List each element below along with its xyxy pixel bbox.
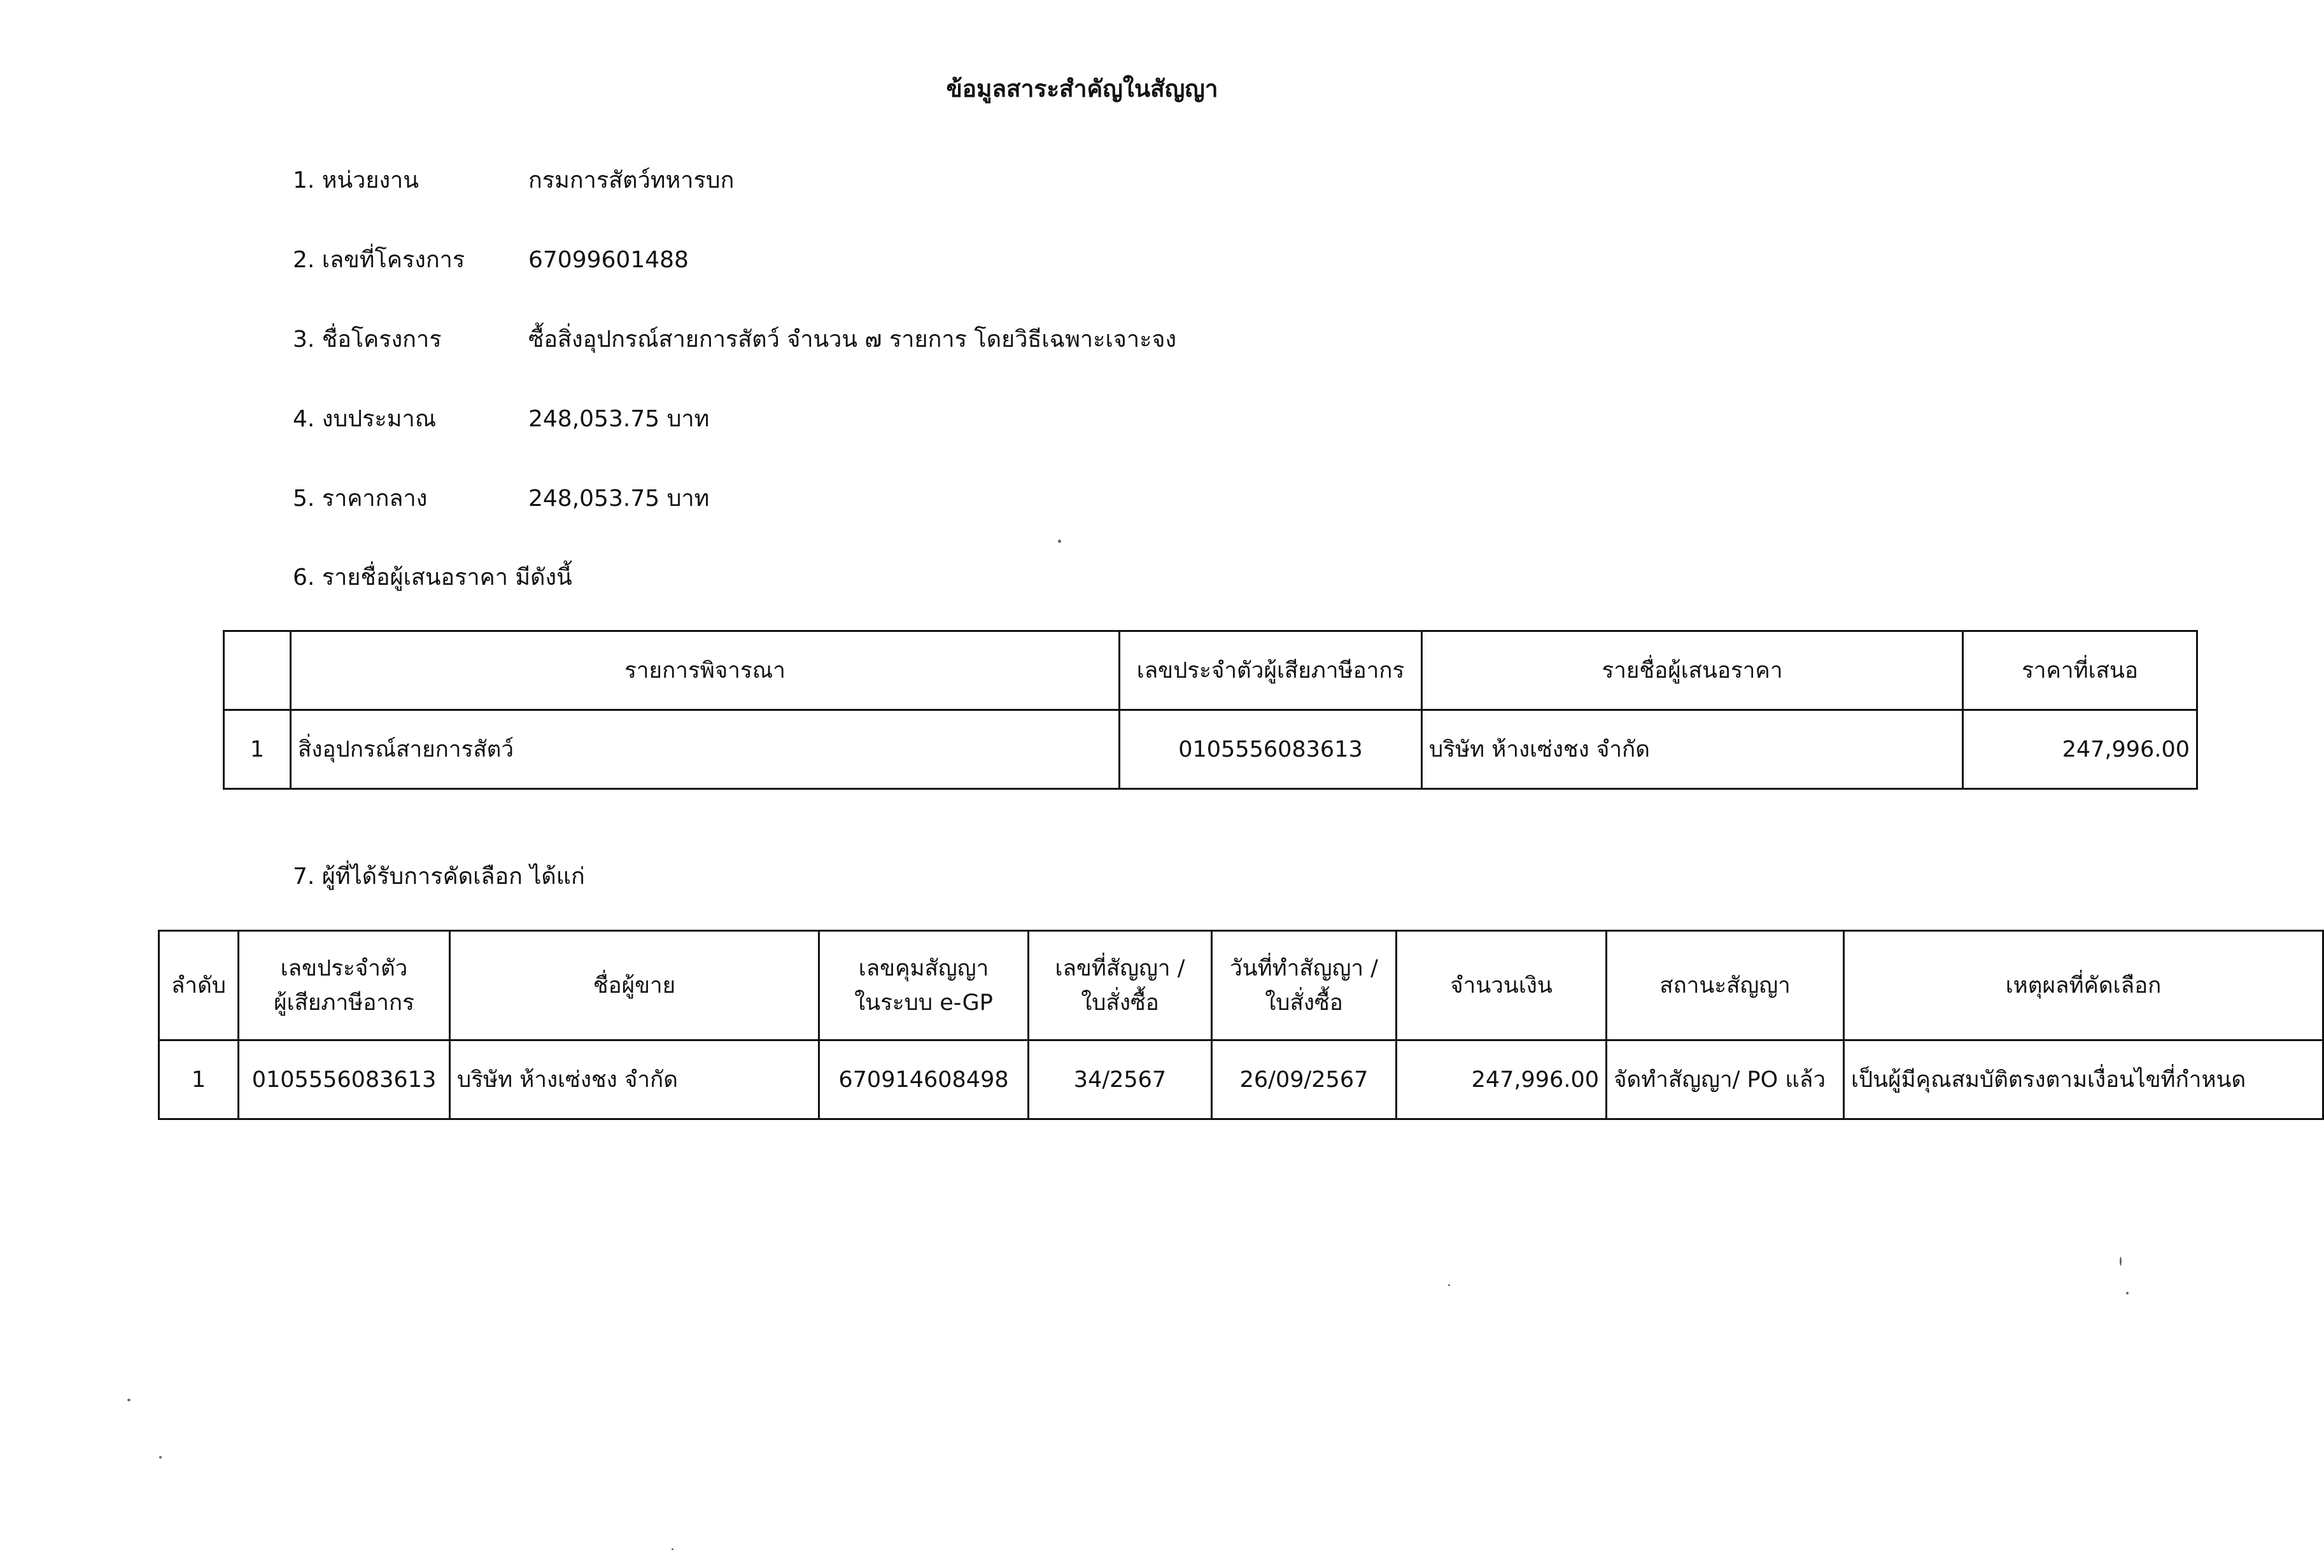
field-median-price-value: 248,053.75 บาท bbox=[528, 486, 710, 512]
scan-speck bbox=[2120, 1257, 2122, 1266]
winners-header-seller: ชื่อผู้ขาย bbox=[450, 931, 819, 1040]
bidder-price: 247,996.00 bbox=[1963, 710, 2197, 789]
winners-header-tax-id-line2: ผู้เสียภาษีอากร bbox=[274, 990, 414, 1016]
table-row bbox=[224, 710, 2197, 789]
field-agency-value: กรมการสัตว์ทหารบก bbox=[528, 167, 735, 193]
field-project-name-value: ซื้อสิ่งอุปกรณ์สายการสัตว์ จำนวน ๗ รายการ โดยวิธีเฉพาะเจาะจง bbox=[528, 326, 1177, 353]
field-project-no-value: 67099601488 bbox=[528, 247, 689, 273]
winner-contract-no: 34/2567 bbox=[1029, 1040, 1212, 1119]
bidder-no: 1 bbox=[224, 710, 291, 789]
winner-tax-id: 0105556083613 bbox=[239, 1040, 450, 1119]
winners-header-contract-ctrl-line1: เลขคุมสัญญา bbox=[858, 955, 989, 981]
winners-header-contract-no bbox=[1029, 931, 1212, 1040]
scan-speck bbox=[159, 1456, 162, 1459]
scan-speck bbox=[1448, 1284, 1450, 1286]
winners-header-row bbox=[159, 931, 2323, 1040]
winners-header-status: สถานะสัญญา bbox=[1607, 931, 1844, 1040]
document-title: ข้อมูลสาระสำคัญในสัญญา bbox=[946, 75, 1218, 102]
field-median-price-label: 5. ราคากลาง bbox=[293, 486, 428, 512]
bidder-name: บริษัท ห้างเซ่งชง จำกัด bbox=[1422, 710, 1963, 789]
winners-header-reason: เหตุผลที่คัดเลือก bbox=[1844, 931, 2323, 1040]
winners-header-contract-date-line1: วันที่ทำสัญญา / bbox=[1230, 955, 1378, 981]
winners-header-contract-ctrl bbox=[819, 931, 1029, 1040]
bidder-tax-id: 0105556083613 bbox=[1120, 710, 1422, 789]
scan-speck bbox=[127, 1399, 130, 1401]
field-project-no-label: 2. เลขที่โครงการ bbox=[293, 247, 465, 273]
winners-header-contract-date bbox=[1212, 931, 1397, 1040]
winners-header-contract-no-line2: ใบสั่งซื้อ bbox=[1081, 990, 1159, 1016]
bidder-item: สิ่งอุปกรณ์สายการสัตว์ bbox=[291, 710, 1120, 789]
field-budget-label: 4. งบประมาณ bbox=[293, 406, 437, 432]
bidders-table bbox=[223, 630, 2198, 790]
winners-header-contract-no-line1: เลขที่สัญญา / bbox=[1055, 955, 1185, 981]
bidders-header-no bbox=[224, 631, 291, 710]
field-project-name-label: 3. ชื่อโครงการ bbox=[293, 326, 442, 353]
bidders-header-item: รายการพิจารณา bbox=[291, 631, 1120, 710]
bidders-header-price: ราคาที่เสนอ bbox=[1963, 631, 2197, 710]
bidders-table-clip bbox=[223, 630, 2190, 792]
winners-header-tax-id-line1: เลขประจำตัว bbox=[280, 955, 408, 981]
winner-no: 1 bbox=[159, 1040, 239, 1119]
winner-status: จัดทำสัญญา/ PO แล้ว bbox=[1607, 1040, 1844, 1119]
winners-header-amount: จำนวนเงิน bbox=[1397, 931, 1607, 1040]
winners-table-clip bbox=[158, 930, 2246, 1121]
field-agency-label: 1. หน่วยงาน bbox=[293, 167, 419, 193]
bidders-heading: 6. รายชื่อผู้เสนอราคา มีดังนี้ bbox=[293, 564, 572, 591]
scan-speck bbox=[2126, 1292, 2129, 1294]
winners-header-contract-date-line2: ใบสั่งซื้อ bbox=[1265, 990, 1343, 1016]
bidders-header-row bbox=[224, 631, 2197, 710]
winners-header-contract-ctrl-line2: ในระบบ e-GP bbox=[854, 990, 993, 1016]
winner-reason: เป็นผู้มีคุณสมบัติตรงตามเงื่อนไขที่กำหนด bbox=[1844, 1040, 2323, 1119]
scan-speck bbox=[1058, 540, 1061, 543]
winners-table bbox=[158, 930, 2324, 1120]
winner-seller: บริษัท ห้างเซ่งชง จำกัด bbox=[450, 1040, 819, 1119]
bidders-header-tax-id: เลขประจำตัวผู้เสียภาษีอากร bbox=[1120, 631, 1422, 710]
scan-speck bbox=[672, 1548, 673, 1550]
winners-heading: 7. ผู้ที่ได้รับการคัดเลือก ได้แก่ bbox=[293, 864, 585, 890]
winner-contract-date: 26/09/2567 bbox=[1212, 1040, 1397, 1119]
bidders-header-bidder: รายชื่อผู้เสนอราคา bbox=[1422, 631, 1963, 710]
winner-amount: 247,996.00 bbox=[1397, 1040, 1607, 1119]
winners-header-no: ลำดับ bbox=[159, 931, 239, 1040]
winners-header-tax-id bbox=[239, 931, 450, 1040]
table-row bbox=[159, 1040, 2323, 1119]
field-budget-value: 248,053.75 บาท bbox=[528, 406, 710, 432]
winner-contract-ctrl: 670914608498 bbox=[819, 1040, 1029, 1119]
